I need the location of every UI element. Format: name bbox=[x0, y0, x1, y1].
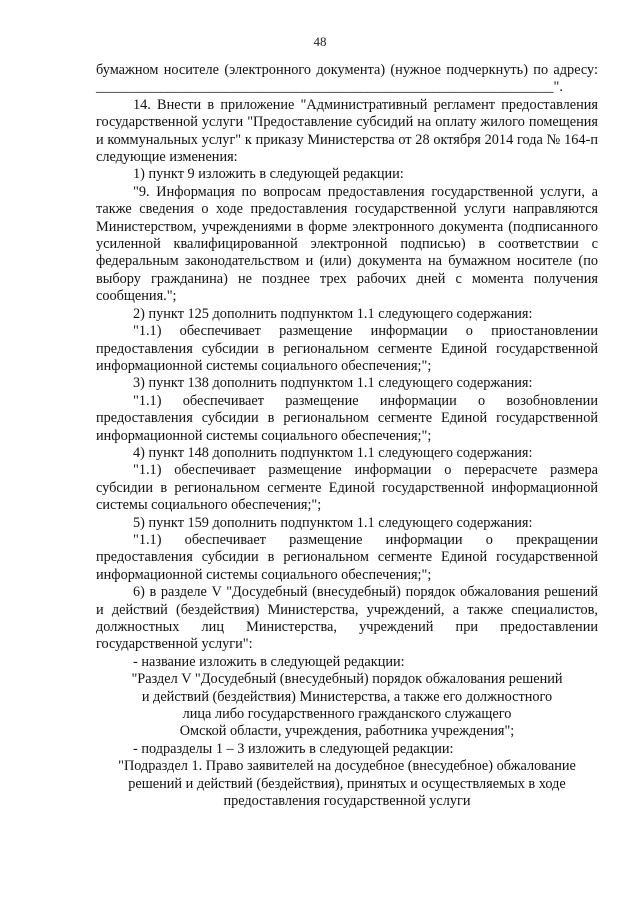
paragraph-title-instruction: - название изложить в следующей редакции: bbox=[133, 653, 405, 670]
paragraph-point-9-text: "9. Информация по вопросам предоставления государственной услуги, а также сведения о ходе предоставления государственной услуги направляются Министерством, учреждениями в форме электронного документа (подписанного усиленной квалифицированной электронной подписью) в соответствии с федеральным законодательством и (или) документа на бумажном носителе (по выбору гражданина) не позднее трех рабочих дней с момента получения сообщения."; bbox=[96, 183, 598, 305]
paragraph-point-138-intro: 3) пункт 138 дополнить подпунктом 1.1 следующего содержания: bbox=[133, 375, 533, 392]
section-v-title-line: и действий (бездействия) Министерства, а также его должностного bbox=[141, 688, 553, 705]
paragraph-point-138-text: "1.1) обеспечивает размещение информации о возобновлении предоставления субсидии в региональном сегменте Единой государственной информационной системы социального обеспечения;"; bbox=[96, 392, 598, 444]
paragraph-point-125-text: "1.1) обеспечивает размещение информации о приостановлении предоставления субсидии в региональном сегменте Единой государственной информационной системы социального обеспечения;"; bbox=[96, 323, 598, 374]
paragraph-section-v: 6) в разделе V "Досудебный (внесудебный) порядок обжалования решений и действий (бездействия) Министерства, учреждений, а также специалистов, должностных лиц Министерства, учреждений при предоставлении государственной услуги": bbox=[96, 584, 598, 653]
section-v-title-line: Омской области, учреждения, работника учреждения"; bbox=[179, 723, 515, 740]
paragraph-point-159-text: "1.1) обеспечивает размещение информации о прекращении предоставления субсидии в региональном сегменте Единой государственной информационной системы социального обеспечения;"; bbox=[96, 531, 598, 583]
page-number: 48 bbox=[313, 34, 327, 49]
paragraph-item-14: 14. Внести в приложение "Административный регламент предоставления государственной услуги "Предоставление субсидий на оплату жилого помещения и коммунальных услуг" к приказу Министерства от 28 октября 2014 года № 164-п следующие изменения: bbox=[96, 96, 598, 166]
section-v-title-line: лица либо государственного гражданского служащего bbox=[182, 706, 512, 723]
paragraph-point-125-intro: 2) пункт 125 дополнить подпунктом 1.1 следующего содержания: bbox=[133, 305, 533, 322]
subsection-1-title-line: предоставления государственной услуги bbox=[223, 793, 471, 810]
paragraph-point-148-intro: 4) пункт 148 дополнить подпунктом 1.1 следующего содержания: bbox=[133, 444, 533, 461]
paragraph-address: бумажном носителе (электронного документа) (нужное подчеркнуть) по адресу: ________________________________________________________________". bbox=[96, 62, 598, 96]
paragraph-point-148-text: "1.1) обеспечивает размещение информации о перерасчете размера субсидии в региональном сегменте Единой государственной информационной системы социального обеспечения;"; bbox=[96, 462, 598, 514]
paragraph-point-159-intro: 5) пункт 159 дополнить подпунктом 1.1 следующего содержания: bbox=[133, 514, 533, 531]
subsection-1-title-line: решений и действий (бездействия), принятых и осуществляемых в ходе bbox=[128, 775, 566, 792]
paragraph-subsections-instruction: - подразделы 1 – 3 изложить в следующей редакции: bbox=[133, 740, 454, 757]
subsection-1-title-line: "Подраздел 1. Право заявителей на досудебное (внесудебное) обжалование bbox=[118, 758, 576, 775]
section-v-title-line: "Раздел V "Досудебный (внесудебный) порядок обжалования решений bbox=[131, 671, 563, 688]
paragraph-point-9-intro: 1) пункт 9 изложить в следующей редакции: bbox=[133, 166, 404, 183]
document-body bbox=[96, 62, 598, 810]
